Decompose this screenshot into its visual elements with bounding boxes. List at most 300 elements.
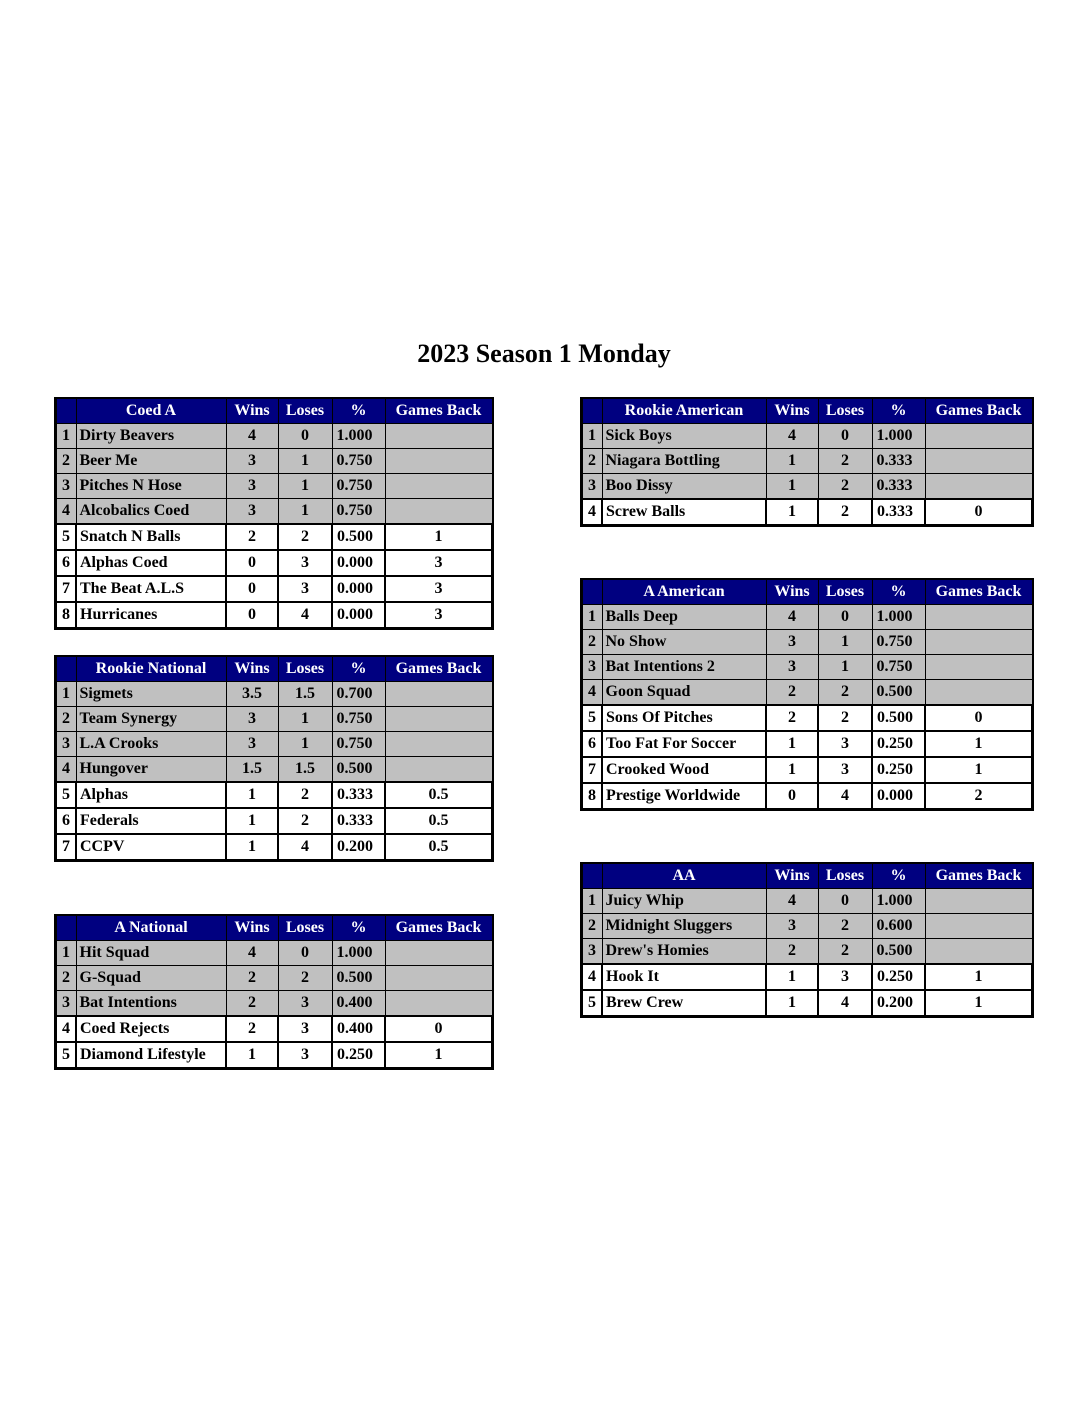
rank-cell: 2 xyxy=(56,449,76,474)
table-row xyxy=(56,499,492,525)
games-back-cell: 1 xyxy=(925,990,1032,1016)
loses-cell: 1 xyxy=(278,449,332,474)
pct-cell: 0.333 xyxy=(872,474,925,500)
games-back-cell: 1 xyxy=(925,964,1032,990)
loses-cell: 3 xyxy=(818,731,872,757)
rank-cell: 2 xyxy=(56,966,76,991)
pct-cell: 0.000 xyxy=(332,602,385,628)
team-name-cell: Sigmets xyxy=(76,682,226,707)
games-back-header: Games Back xyxy=(385,916,492,941)
wins-cell: 3 xyxy=(226,707,278,732)
rank-cell: 5 xyxy=(56,524,76,550)
team-name-cell: Juicy Whip xyxy=(602,889,766,914)
rank-cell: 5 xyxy=(56,782,76,808)
wins-cell: 3.5 xyxy=(226,682,278,707)
loses-cell: 1 xyxy=(818,630,872,655)
wins-cell: 0 xyxy=(226,576,278,602)
pct-header: % xyxy=(332,657,385,682)
team-name-cell: Screw Balls xyxy=(602,499,766,525)
games-back-cell xyxy=(385,424,492,449)
rank-cell: 4 xyxy=(56,1016,76,1042)
wins-cell: 1 xyxy=(226,1042,278,1068)
rank-header xyxy=(582,580,602,605)
team-name-cell: Bat Intentions xyxy=(76,991,226,1017)
division-name: A American xyxy=(602,580,766,605)
team-name-cell: Hungover xyxy=(76,757,226,783)
games-back-cell xyxy=(925,680,1032,706)
team-name-cell: Dirty Beavers xyxy=(76,424,226,449)
games-back-cell xyxy=(925,939,1032,965)
wins-cell: 2 xyxy=(226,1016,278,1042)
team-name-cell: Too Fat For Soccer xyxy=(602,731,766,757)
rank-header xyxy=(582,399,602,424)
rank-header xyxy=(56,657,76,682)
loses-cell: 1 xyxy=(278,499,332,525)
table-row xyxy=(582,783,1032,809)
pct-cell: 1.000 xyxy=(872,605,925,630)
loses-cell: 3 xyxy=(278,991,332,1017)
table-row xyxy=(582,680,1032,706)
pct-header: % xyxy=(872,580,925,605)
table-row xyxy=(56,449,492,474)
loses-cell: 2 xyxy=(818,499,872,525)
team-name-cell: No Show xyxy=(602,630,766,655)
rank-cell: 4 xyxy=(582,499,602,525)
pct-cell: 0.333 xyxy=(332,808,385,834)
pct-cell: 0.600 xyxy=(872,914,925,939)
standings-table-aa xyxy=(581,863,1033,1017)
rank-cell: 5 xyxy=(582,705,602,731)
rank-cell: 6 xyxy=(56,808,76,834)
table-row xyxy=(56,1042,492,1068)
loses-header: Loses xyxy=(818,864,872,889)
table-row xyxy=(56,550,492,576)
games-back-cell: 1 xyxy=(925,757,1032,783)
rank-header xyxy=(56,399,76,424)
loses-header: Loses xyxy=(278,657,332,682)
wins-cell: 4 xyxy=(766,605,818,630)
team-name-cell: Snatch N Balls xyxy=(76,524,226,550)
rank-cell: 7 xyxy=(582,757,602,783)
loses-cell: 1 xyxy=(818,655,872,680)
wins-cell: 2 xyxy=(226,524,278,550)
pct-cell: 0.500 xyxy=(872,680,925,706)
rank-cell: 7 xyxy=(56,834,76,860)
team-name-cell: Crooked Wood xyxy=(602,757,766,783)
games-back-cell: 3 xyxy=(385,550,492,576)
loses-cell: 1 xyxy=(278,474,332,499)
wins-cell: 1 xyxy=(766,499,818,525)
team-name-cell: Bat Intentions 2 xyxy=(602,655,766,680)
rank-cell: 2 xyxy=(582,449,602,474)
rank-cell: 2 xyxy=(582,630,602,655)
division-name: Coed A xyxy=(76,399,226,424)
team-name-cell: CCPV xyxy=(76,834,226,860)
team-name-cell: L.A Crooks xyxy=(76,732,226,757)
loses-cell: 4 xyxy=(818,990,872,1016)
rank-cell: 3 xyxy=(56,991,76,1017)
pct-cell: 1.000 xyxy=(332,941,385,966)
games-back-cell: 0.5 xyxy=(385,782,492,808)
loses-cell: 0 xyxy=(818,605,872,630)
wins-cell: 1 xyxy=(766,990,818,1016)
pct-cell: 0.333 xyxy=(872,499,925,525)
rank-cell: 7 xyxy=(56,576,76,602)
games-back-header: Games Back xyxy=(925,580,1032,605)
rank-cell: 4 xyxy=(56,757,76,783)
loses-cell: 2 xyxy=(818,680,872,706)
team-name-cell: Alphas Coed xyxy=(76,550,226,576)
wins-cell: 3 xyxy=(226,449,278,474)
pct-cell: 0.250 xyxy=(332,1042,385,1068)
wins-cell: 1 xyxy=(226,808,278,834)
games-back-cell: 1 xyxy=(385,524,492,550)
games-back-cell xyxy=(925,914,1032,939)
wins-cell: 1 xyxy=(226,834,278,860)
rank-cell: 3 xyxy=(582,939,602,965)
games-back-cell xyxy=(925,605,1032,630)
pct-cell: 0.333 xyxy=(872,449,925,474)
wins-header: Wins xyxy=(766,399,818,424)
page-title: 2023 Season 1 Monday xyxy=(417,339,671,368)
loses-header: Loses xyxy=(278,916,332,941)
division-name: A National xyxy=(76,916,226,941)
team-name-cell: The Beat A.L.S xyxy=(76,576,226,602)
team-name-cell: Pitches N Hose xyxy=(76,474,226,499)
rank-header xyxy=(582,864,602,889)
pct-header: % xyxy=(332,399,385,424)
rank-cell: 6 xyxy=(56,550,76,576)
table-header-row xyxy=(582,580,1032,605)
team-name-cell: Alphas xyxy=(76,782,226,808)
loses-cell: 1 xyxy=(278,707,332,732)
division-name: Rookie American xyxy=(602,399,766,424)
pct-cell: 0.500 xyxy=(872,939,925,965)
loses-header: Loses xyxy=(818,580,872,605)
loses-cell: 2 xyxy=(818,914,872,939)
table-row xyxy=(56,576,492,602)
wins-cell: 4 xyxy=(766,424,818,449)
loses-cell: 0 xyxy=(278,424,332,449)
rank-cell: 1 xyxy=(56,424,76,449)
table-row xyxy=(56,808,492,834)
loses-cell: 4 xyxy=(278,834,332,860)
team-name-cell: Brew Crew xyxy=(602,990,766,1016)
pct-cell: 0.250 xyxy=(872,731,925,757)
team-name-cell: Prestige Worldwide xyxy=(602,783,766,809)
loses-header: Loses xyxy=(818,399,872,424)
wins-header: Wins xyxy=(226,657,278,682)
games-back-cell xyxy=(385,941,492,966)
table-row xyxy=(56,602,492,628)
wins-cell: 0 xyxy=(226,602,278,628)
rank-cell: 5 xyxy=(56,1042,76,1068)
table-row xyxy=(56,707,492,732)
loses-cell: 3 xyxy=(818,757,872,783)
pct-cell: 1.000 xyxy=(872,889,925,914)
pct-cell: 0.200 xyxy=(332,834,385,860)
pct-cell: 0.400 xyxy=(332,1016,385,1042)
table-row xyxy=(582,630,1032,655)
wins-cell: 3 xyxy=(226,474,278,499)
games-back-header: Games Back xyxy=(385,399,492,424)
games-back-cell xyxy=(385,991,492,1017)
table-row xyxy=(56,757,492,783)
team-name-cell: Coed Rejects xyxy=(76,1016,226,1042)
rank-cell: 3 xyxy=(582,655,602,680)
wins-cell: 0 xyxy=(226,550,278,576)
team-name-cell: Goon Squad xyxy=(602,680,766,706)
games-back-cell: 3 xyxy=(385,602,492,628)
pct-cell: 1.000 xyxy=(332,424,385,449)
table-row xyxy=(56,941,492,966)
pct-cell: 1.000 xyxy=(872,424,925,449)
pct-header: % xyxy=(872,864,925,889)
rank-cell: 3 xyxy=(56,732,76,757)
wins-cell: 2 xyxy=(226,966,278,991)
pct-cell: 0.750 xyxy=(332,732,385,757)
rank-cell: 1 xyxy=(56,941,76,966)
loses-header: Loses xyxy=(278,399,332,424)
table-row xyxy=(582,731,1032,757)
games-back-cell: 0 xyxy=(925,705,1032,731)
games-back-cell: 0 xyxy=(925,499,1032,525)
wins-cell: 0 xyxy=(766,783,818,809)
wins-cell: 1 xyxy=(766,449,818,474)
division-name: AA xyxy=(602,864,766,889)
loses-cell: 3 xyxy=(278,1016,332,1042)
wins-cell: 1 xyxy=(766,731,818,757)
games-back-cell: 2 xyxy=(925,783,1032,809)
table-header-row xyxy=(582,864,1032,889)
games-back-cell xyxy=(385,499,492,525)
pct-cell: 0.500 xyxy=(332,966,385,991)
loses-cell: 1.5 xyxy=(278,682,332,707)
wins-cell: 3 xyxy=(226,732,278,757)
table-row xyxy=(56,782,492,808)
table-row xyxy=(582,449,1032,474)
loses-cell: 2 xyxy=(818,939,872,965)
table-row xyxy=(582,474,1032,500)
loses-cell: 0 xyxy=(818,424,872,449)
pct-cell: 0.000 xyxy=(872,783,925,809)
loses-cell: 1.5 xyxy=(278,757,332,783)
wins-cell: 1.5 xyxy=(226,757,278,783)
pct-cell: 0.000 xyxy=(332,576,385,602)
rank-cell: 4 xyxy=(582,680,602,706)
loses-cell: 3 xyxy=(278,550,332,576)
games-back-cell: 1 xyxy=(385,1042,492,1068)
rank-cell: 4 xyxy=(56,499,76,525)
table-row xyxy=(56,966,492,991)
table-row xyxy=(582,655,1032,680)
wins-cell: 1 xyxy=(766,964,818,990)
rank-cell: 1 xyxy=(582,889,602,914)
rank-cell: 1 xyxy=(582,424,602,449)
pct-cell: 0.750 xyxy=(332,449,385,474)
loses-cell: 4 xyxy=(278,602,332,628)
games-back-cell: 0.5 xyxy=(385,808,492,834)
pct-cell: 0.500 xyxy=(332,757,385,783)
games-back-cell xyxy=(925,424,1032,449)
loses-cell: 2 xyxy=(818,705,872,731)
pct-cell: 0.750 xyxy=(332,707,385,732)
table-row xyxy=(56,424,492,449)
wins-cell: 3 xyxy=(766,914,818,939)
games-back-header: Games Back xyxy=(385,657,492,682)
table-row xyxy=(56,474,492,499)
team-name-cell: Federals xyxy=(76,808,226,834)
pct-cell: 0.750 xyxy=(872,630,925,655)
rank-cell: 1 xyxy=(582,605,602,630)
rank-cell: 2 xyxy=(56,707,76,732)
standings-table-rookie-american xyxy=(581,398,1033,526)
pct-cell: 0.200 xyxy=(872,990,925,1016)
table-row xyxy=(582,499,1032,525)
wins-cell: 2 xyxy=(766,939,818,965)
loses-cell: 2 xyxy=(278,808,332,834)
table-row xyxy=(56,682,492,707)
rank-header xyxy=(56,916,76,941)
standings-table-a-american xyxy=(581,579,1033,810)
table-row xyxy=(582,889,1032,914)
wins-cell: 1 xyxy=(766,757,818,783)
table-row xyxy=(56,524,492,550)
wins-header: Wins xyxy=(766,580,818,605)
table-row xyxy=(582,757,1032,783)
loses-cell: 2 xyxy=(278,782,332,808)
games-back-cell xyxy=(385,449,492,474)
standings-table-a-national xyxy=(55,915,493,1069)
pct-header: % xyxy=(872,399,925,424)
wins-cell: 2 xyxy=(226,991,278,1017)
standings-table-coed-a xyxy=(55,398,493,629)
table-row xyxy=(582,605,1032,630)
pct-cell: 0.750 xyxy=(332,474,385,499)
loses-cell: 0 xyxy=(278,941,332,966)
team-name-cell: Sick Boys xyxy=(602,424,766,449)
games-back-cell xyxy=(925,630,1032,655)
wins-header: Wins xyxy=(226,916,278,941)
team-name-cell: Midnight Sluggers xyxy=(602,914,766,939)
table-row xyxy=(582,939,1032,965)
games-back-cell xyxy=(385,757,492,783)
wins-cell: 2 xyxy=(766,705,818,731)
wins-cell: 4 xyxy=(226,941,278,966)
table-row xyxy=(582,990,1032,1016)
rank-cell: 1 xyxy=(56,682,76,707)
games-back-header: Games Back xyxy=(925,399,1032,424)
games-back-cell xyxy=(925,449,1032,474)
wins-cell: 1 xyxy=(226,782,278,808)
table-row xyxy=(56,991,492,1017)
team-name-cell: Alcobalics Coed xyxy=(76,499,226,525)
pct-cell: 0.000 xyxy=(332,550,385,576)
team-name-cell: Balls Deep xyxy=(602,605,766,630)
rank-cell: 3 xyxy=(582,474,602,500)
table-header-row xyxy=(56,399,492,424)
loses-cell: 3 xyxy=(278,1042,332,1068)
team-name-cell: Hurricanes xyxy=(76,602,226,628)
table-header-row xyxy=(56,916,492,941)
wins-header: Wins xyxy=(766,864,818,889)
table-header-row xyxy=(582,399,1032,424)
table-row xyxy=(56,732,492,757)
team-name-cell: Drew's Homies xyxy=(602,939,766,965)
loses-cell: 2 xyxy=(278,524,332,550)
team-name-cell: Hook It xyxy=(602,964,766,990)
table-row xyxy=(582,424,1032,449)
pct-cell: 0.500 xyxy=(872,705,925,731)
wins-cell: 4 xyxy=(226,424,278,449)
rank-cell: 8 xyxy=(582,783,602,809)
standings-table-rookie-national xyxy=(55,656,493,861)
table-row xyxy=(56,834,492,860)
wins-header: Wins xyxy=(226,399,278,424)
games-back-cell: 0.5 xyxy=(385,834,492,860)
team-name-cell: Niagara Bottling xyxy=(602,449,766,474)
loses-cell: 0 xyxy=(818,889,872,914)
table-row xyxy=(582,914,1032,939)
games-back-header: Games Back xyxy=(925,864,1032,889)
games-back-cell: 3 xyxy=(385,576,492,602)
rank-cell: 3 xyxy=(56,474,76,499)
pct-cell: 0.750 xyxy=(872,655,925,680)
games-back-cell: 1 xyxy=(925,731,1032,757)
table-row xyxy=(582,705,1032,731)
games-back-cell xyxy=(925,889,1032,914)
loses-cell: 3 xyxy=(818,964,872,990)
wins-cell: 3 xyxy=(226,499,278,525)
pct-cell: 0.333 xyxy=(332,782,385,808)
wins-cell: 2 xyxy=(766,680,818,706)
games-back-cell xyxy=(385,707,492,732)
table-header-row xyxy=(56,657,492,682)
pct-cell: 0.400 xyxy=(332,991,385,1017)
division-name: Rookie National xyxy=(76,657,226,682)
team-name-cell: Sons Of Pitches xyxy=(602,705,766,731)
loses-cell: 1 xyxy=(278,732,332,757)
loses-cell: 4 xyxy=(818,783,872,809)
team-name-cell: Hit Squad xyxy=(76,941,226,966)
loses-cell: 2 xyxy=(278,966,332,991)
pct-cell: 0.700 xyxy=(332,682,385,707)
wins-cell: 4 xyxy=(766,889,818,914)
rank-cell: 4 xyxy=(582,964,602,990)
table-row xyxy=(56,1016,492,1042)
team-name-cell: Team Synergy xyxy=(76,707,226,732)
wins-cell: 1 xyxy=(766,474,818,500)
team-name-cell: Beer Me xyxy=(76,449,226,474)
rank-cell: 5 xyxy=(582,990,602,1016)
pct-cell: 0.250 xyxy=(872,757,925,783)
loses-cell: 3 xyxy=(278,576,332,602)
rank-cell: 6 xyxy=(582,731,602,757)
games-back-cell xyxy=(385,732,492,757)
loses-cell: 2 xyxy=(818,474,872,500)
pct-cell: 0.500 xyxy=(332,524,385,550)
team-name-cell: G-Squad xyxy=(76,966,226,991)
pct-header: % xyxy=(332,916,385,941)
pct-cell: 0.250 xyxy=(872,964,925,990)
rank-cell: 8 xyxy=(56,602,76,628)
table-row xyxy=(582,964,1032,990)
wins-cell: 3 xyxy=(766,655,818,680)
games-back-cell xyxy=(385,682,492,707)
games-back-cell xyxy=(385,966,492,991)
pct-cell: 0.750 xyxy=(332,499,385,525)
games-back-cell xyxy=(385,474,492,499)
